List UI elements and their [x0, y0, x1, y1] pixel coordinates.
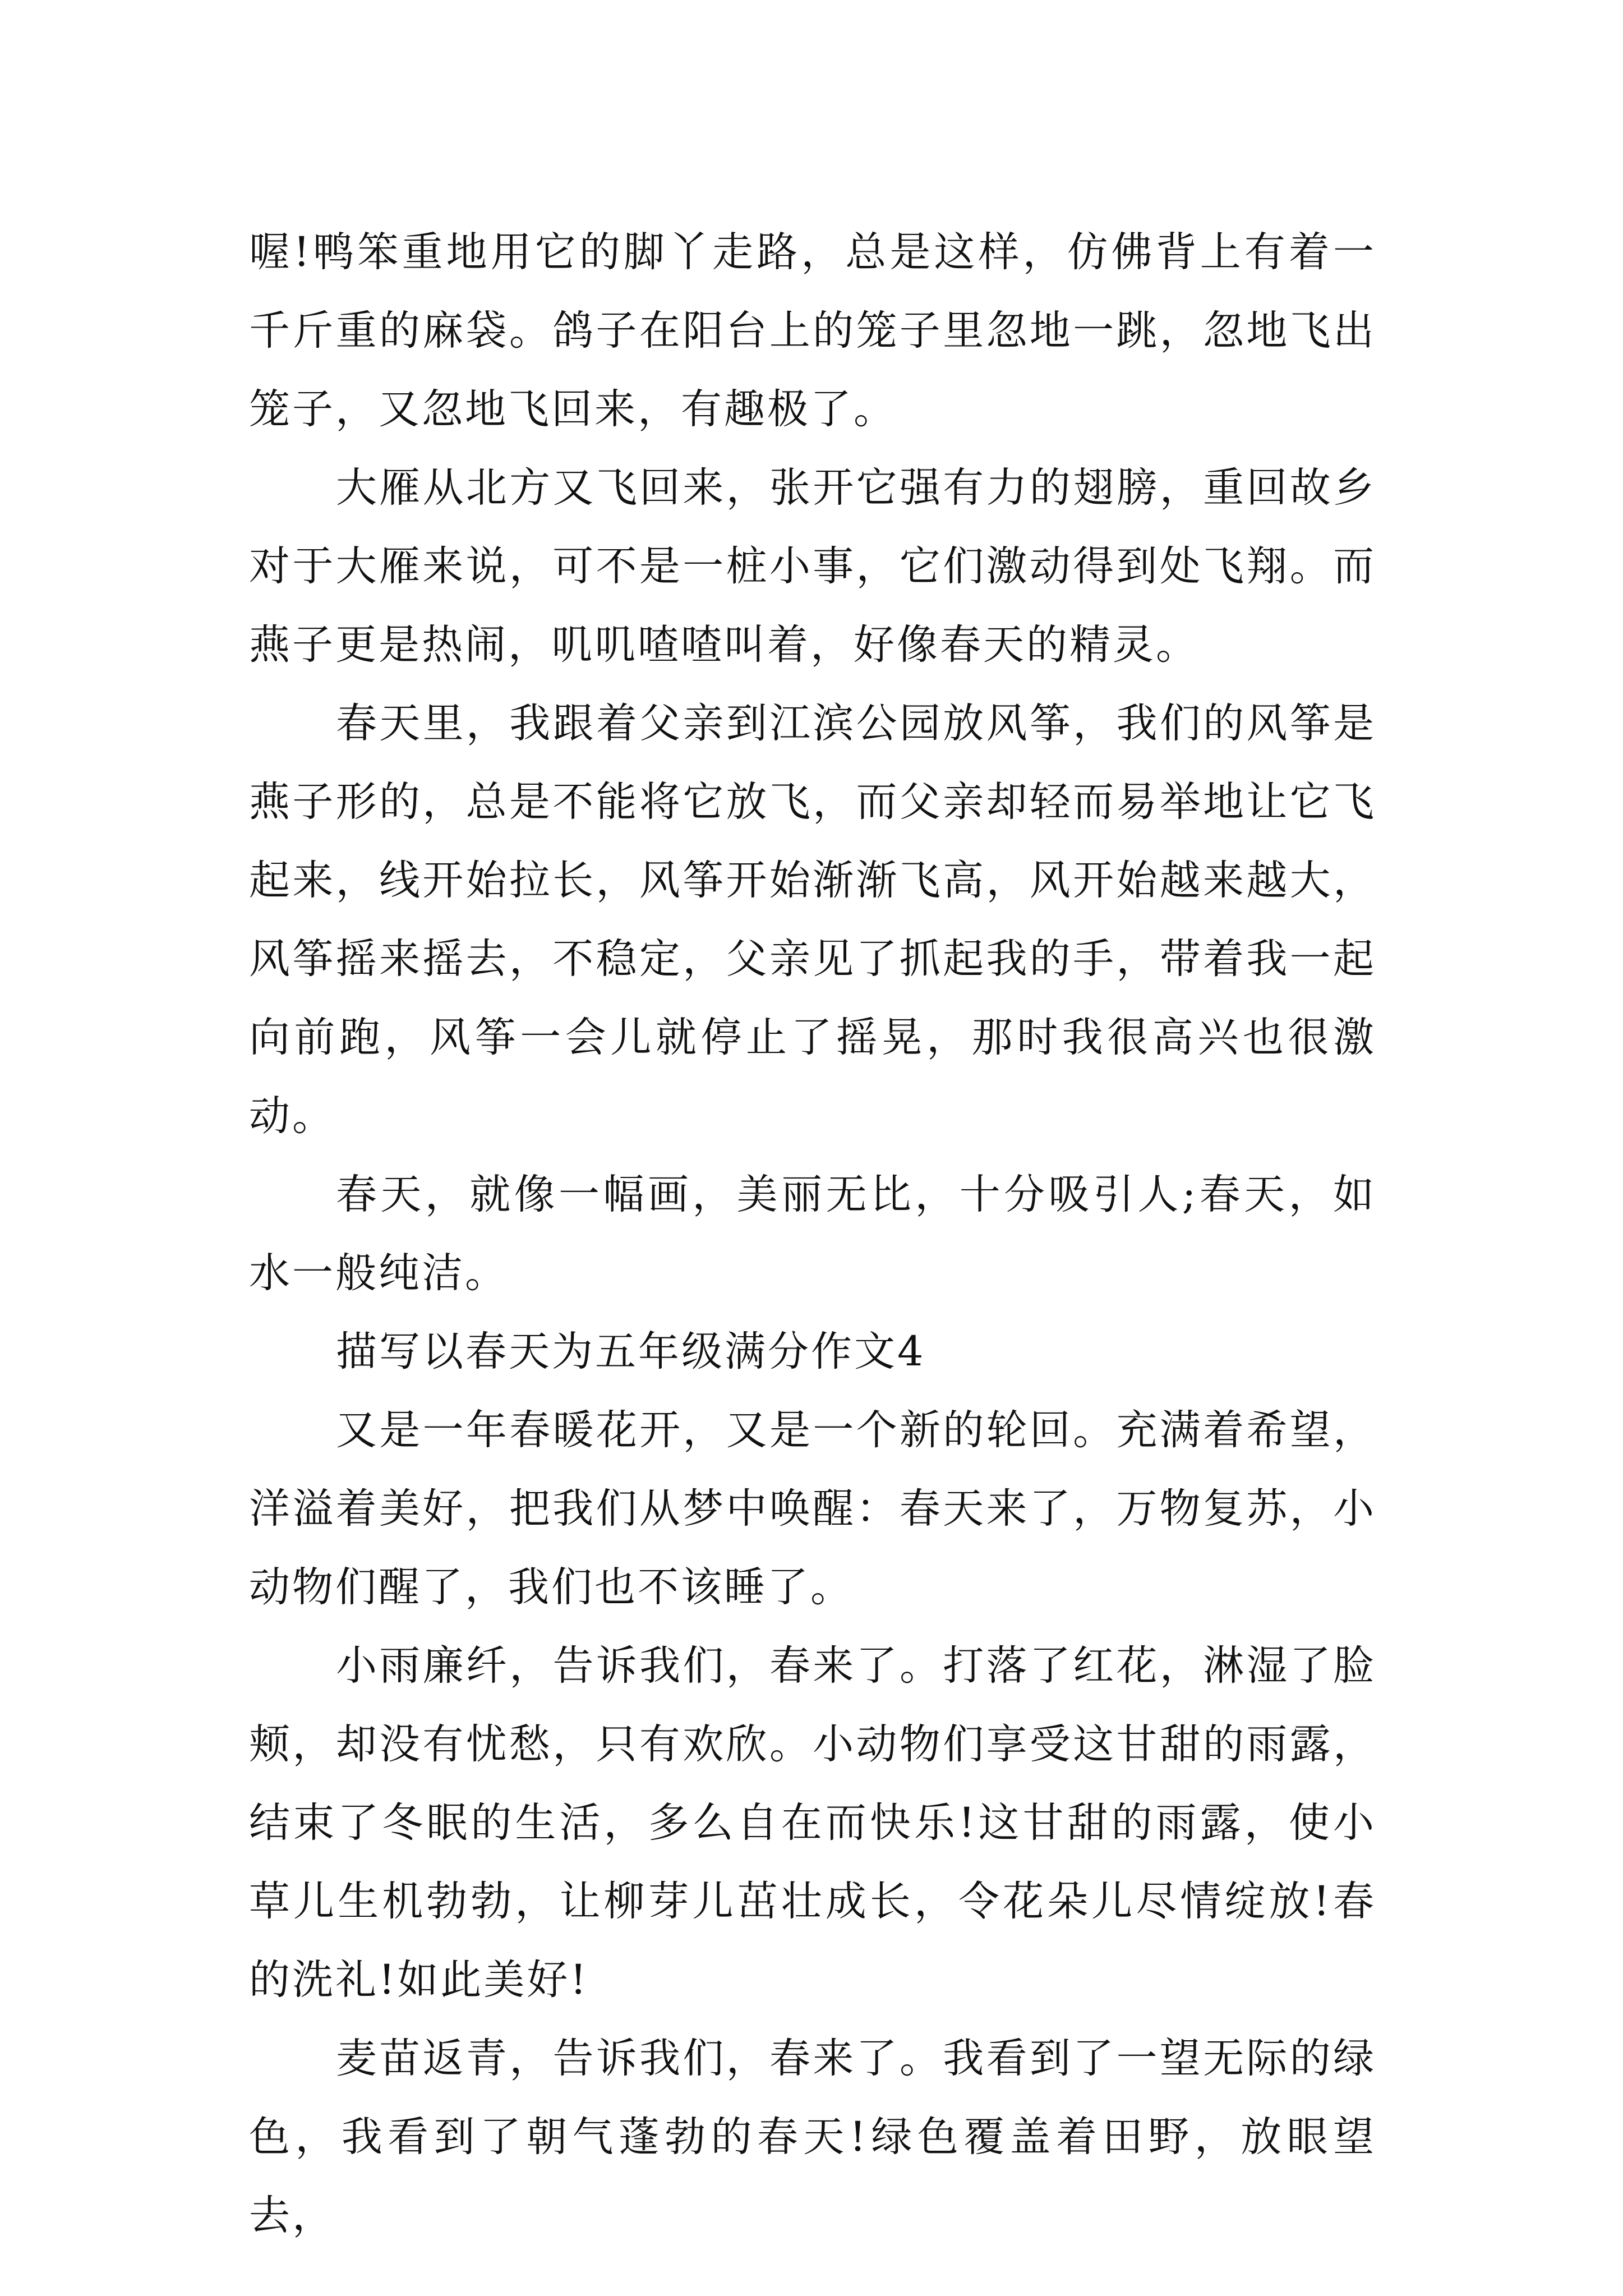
paragraph: 春天里，我跟着父亲到江滨公园放风筝，我们的风筝是燕子形的，总是不能将它放飞，而父亲却轻而易举地让它飞起来，线开始拉长，风筝开始渐渐飞高，风开始越来越大，风筝摇来摇去，不稳定，父亲见了抓起我的手，带着我一起向前跑，风筝一会儿就停止了摇晃，那时我很高兴也很激动。	[249, 700, 1376, 1140]
paragraph: 大雁从北方又飞回来，张开它强有力的翅膀，重回故乡对于大雁来说，可不是一桩小事，它们激动得到处飞翔。而燕子更是热闹，叽叽喳喳叫着，好像春天的精灵。	[249, 464, 1376, 669]
paragraph: 麦苗返青，告诉我们，春来了。我看到了一望无际的绿色，我看到了朝气蓬勃的春天!绿色覆盖着田野，放眼望去，	[249, 2035, 1376, 2239]
paragraph: 小雨廉纤，告诉我们，春来了。打落了红花，淋湿了脸颊，却没有忧愁，只有欢欣。小动物们享受这甘甜的雨露，结束了冬眠的生活，多么自在而快乐!这甘甜的雨露，使小草儿生机勃勃，让柳芽儿茁壮成长，令花朵儿尽情绽放!春的洗礼!如此美好!	[249, 1642, 1376, 2004]
document-body	[249, 213, 1376, 2255]
paragraph: 又是一年春暖花开，又是一个新的轮回。充满着希望，洋溢着美好，把我们从梦中唤醒：春天来了，万物复苏，小动物们醒了，我们也不该睡了。	[249, 1406, 1376, 1611]
paragraph: 春天，就像一幅画，美丽无比，十分吸引人;春天，如水一般纯洁。	[249, 1171, 1376, 1297]
paragraph: 喔!鸭笨重地用它的脚丫走路，总是这样，仿佛背上有着一千斤重的麻袋。鸽子在阳台上的笼子里忽地一跳，忽地飞出笼子，又忽地飞回来，有趣极了。	[249, 228, 1376, 433]
section-title: 描写以春天为五年级满分作文4	[336, 1328, 926, 1375]
